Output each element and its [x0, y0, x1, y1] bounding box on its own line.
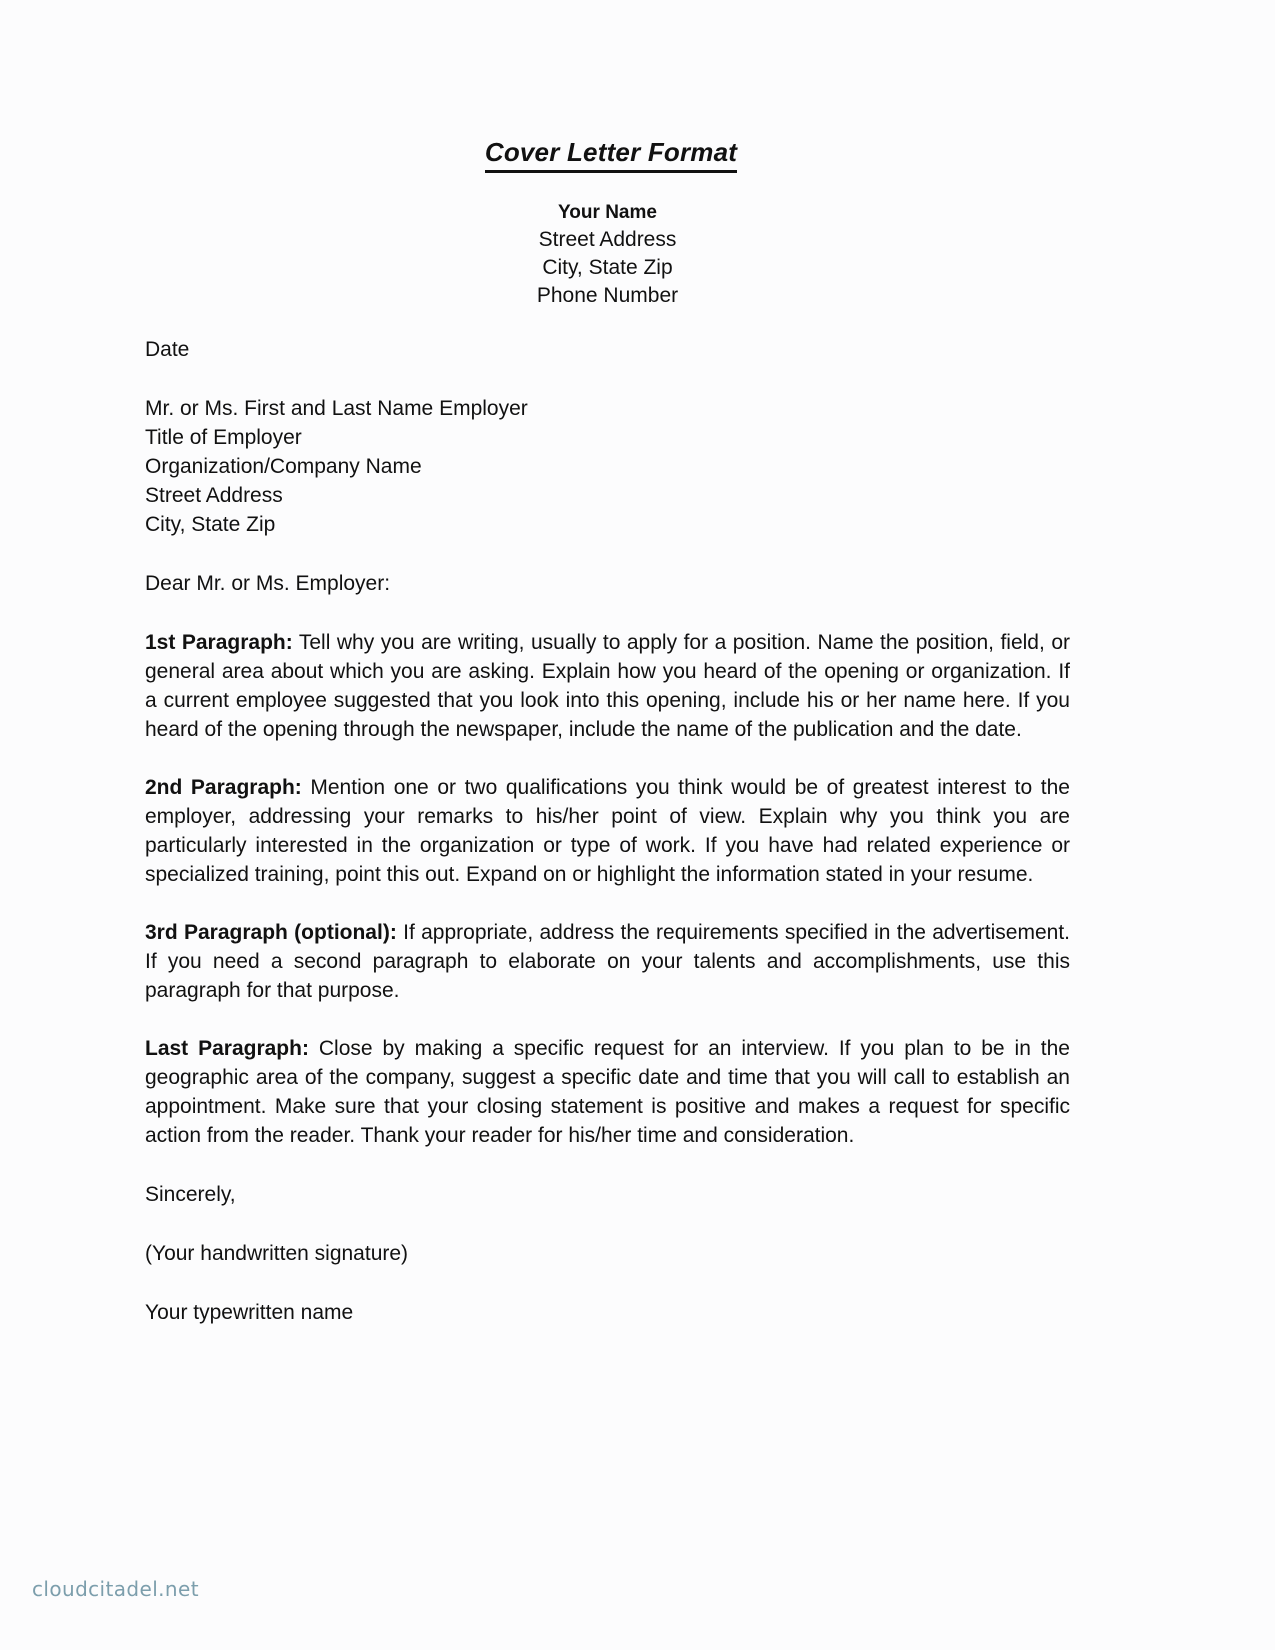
recipient-name: Mr. or Ms. First and Last Name Employer — [145, 397, 528, 420]
paragraph-last-label: Last Paragraph: — [145, 1037, 309, 1060]
paragraph-3 — [145, 918, 1070, 1005]
paragraph-1-label: 1st Paragraph: — [145, 631, 293, 654]
page-title: Cover Letter Format — [485, 138, 737, 173]
paragraph-2-text: Mention one or two qualifications you think would be of greatest interest to the employer, addressing your remarks to his/her point of view. Explain why you think you are particularly interested in the organization or type of work. If you have had related experience or specialized training, point this out. Expand on or highlight the information stated in your resume. — [145, 776, 1070, 886]
recipient-street: Street Address — [145, 484, 283, 507]
recipient-organization: Organization/Company Name — [145, 455, 422, 478]
paragraph-3-label: 3rd Paragraph (optional): — [145, 921, 397, 944]
spacer-after-date — [145, 364, 1070, 394]
page-title-container — [0, 138, 1222, 173]
typed-name: Your typewritten name — [145, 1301, 354, 1324]
paragraph-2-label: 2nd Paragraph: — [145, 776, 302, 799]
sender-city-state-zip: City, State Zip — [542, 256, 673, 279]
spacer-after-paragraph-1 — [145, 744, 1070, 773]
spacer-after-salutation — [145, 598, 1070, 628]
signature-placeholder: (Your handwritten signature) — [145, 1242, 409, 1265]
sender-phone: Phone Number — [536, 284, 679, 307]
paragraph-last — [145, 1034, 1070, 1150]
spacer-after-paragraph-3 — [145, 1005, 1070, 1034]
spacer-after-paragraph-2 — [145, 889, 1070, 918]
spacer-after-paragraph-last — [145, 1150, 1070, 1180]
paragraph-1-text: Tell why you are writing, usually to apply for a position. Name the position, field, or general area about which you are asking. Explain how you heard of the opening or organization. If a current employee suggested that you look into this opening, include his or her name here. If you heard of the opening through the newspaper, include the name of the publication and the date. — [145, 631, 1070, 741]
valediction: Sincerely, — [145, 1183, 236, 1206]
spacer-after-recipient — [145, 539, 1070, 569]
recipient-title: Title of Employer — [145, 426, 302, 449]
paragraph-2 — [145, 773, 1070, 889]
spacer-after-valediction — [145, 1209, 1070, 1239]
recipient-address-block — [145, 394, 1070, 539]
paragraph-3-text: If appropriate, address the requirements specified in the advertisement. If you need a second paragraph to elaborate on your talents and accomplishments, use this paragraph for that purpose. — [145, 921, 1070, 1002]
recipient-city-state-zip: City, State Zip — [145, 513, 276, 536]
date-line: Date — [145, 338, 190, 361]
sender-address-block — [0, 200, 1215, 310]
site-watermark: cloudcitadel.net — [32, 1577, 199, 1601]
paragraph-1 — [145, 628, 1070, 744]
paragraph-last-text: Close by making a specific request for an interview. If you plan to be in the geographic area of the company, suggest a specific date and time that you will call to establish an appointment. Make sure that your closing statement is positive and makes a request for specific action from the reader. Thank your reader for his/her time and consideration. — [145, 1037, 1070, 1147]
sender-name: Your Name — [558, 202, 657, 223]
spacer-after-signature — [145, 1268, 1070, 1298]
salutation-line: Dear Mr. or Ms. Employer: — [145, 572, 391, 595]
sender-street: Street Address — [538, 228, 677, 251]
letter-body — [145, 335, 1070, 1327]
